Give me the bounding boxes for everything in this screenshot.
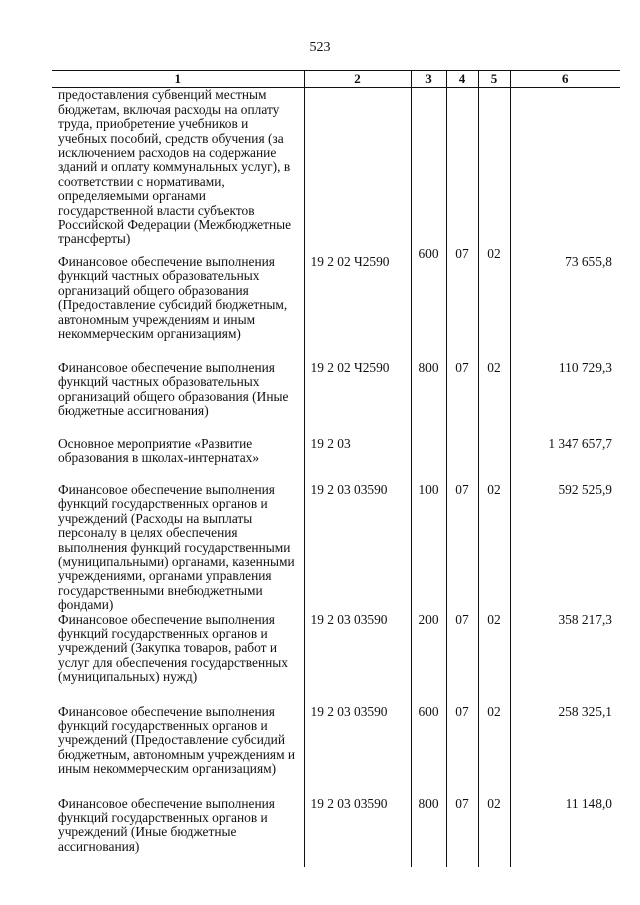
table-row [52, 483, 620, 613]
row-name: Основное мероприятие «Развитие образования в школах-интернатах» [58, 435, 260, 466]
row-col-4: 07 [446, 797, 478, 867]
row-col-3: 600 [411, 705, 446, 797]
row-col-3: 800 [411, 797, 446, 867]
table-row [52, 797, 620, 867]
row-amount: 110 729,3 [510, 361, 620, 437]
row-code: 19 2 03 03590 [304, 705, 411, 797]
budget-table [52, 70, 620, 867]
row-col-4: 07 [446, 361, 478, 437]
row-code: 19 2 03 03590 [304, 613, 411, 705]
row-col-5: 02 [478, 361, 510, 437]
table-row [52, 705, 620, 797]
row-name: Финансовое обеспечение выполнения функций государственных органов и учреждений (Иные бюджетные ассигнования) [58, 795, 275, 854]
row-code: 19 2 02 Ч2590 [304, 247, 411, 361]
table-row [52, 361, 620, 437]
header-col-1: 1 [52, 71, 304, 88]
row-code: 19 2 03 03590 [304, 797, 411, 867]
row-col-3: 600 [411, 247, 446, 361]
row-name: Финансовое обеспечение выполнения функций государственных органов и учреждений (Расходы на выплаты персоналу в целях обеспечения выполнения функций государственными (муниципальными) органами, казенными учреждениями, органами управления государственными внебюджетными фондами) [58, 481, 295, 613]
row-amount: 11 148,0 [510, 797, 620, 867]
row-col-5 [478, 437, 510, 483]
row-col-3 [411, 437, 446, 483]
row-name: Финансовое обеспечение выполнения функций государственных органов и учреждений (Предоставление субсидий бюджетным, автономным учреждениям и иным некоммерческим организациям) [58, 703, 296, 777]
row-col-5: 02 [478, 483, 510, 613]
row-col-3: 200 [411, 613, 446, 705]
row-amount [510, 88, 620, 247]
row-col-5: 02 [478, 613, 510, 705]
row-amount: 258 325,1 [510, 705, 620, 797]
row-code: 19 2 02 Ч2590 [304, 361, 411, 437]
table-row [52, 437, 620, 483]
row-name: Финансовое обеспечение выполнения функций государственных органов и учреждений (Закупка товаров, работ и услуг для обеспечения государственных (муниципальных) нужд) [58, 611, 288, 685]
row-col-4: 07 [446, 247, 478, 361]
table-row [52, 88, 620, 247]
header-col-5: 5 [478, 71, 510, 88]
row-code: 19 2 03 03590 [304, 483, 411, 613]
row-amount: 1 347 657,7 [510, 437, 620, 483]
header-col-3: 3 [411, 71, 446, 88]
header-col-2: 2 [304, 71, 411, 88]
header-col-4: 4 [446, 71, 478, 88]
row-col-5 [478, 88, 510, 247]
row-col-4: 07 [446, 483, 478, 613]
row-amount: 592 525,9 [510, 483, 620, 613]
table-header-row [52, 71, 620, 88]
row-col-5: 02 [478, 705, 510, 797]
row-col-5: 02 [478, 247, 510, 361]
row-name: предоставления субвенций местным бюджетам, включая расходы на оплату труда, приобретение учебников и учебных пособий, средств обучения (за исключением расходов на содержание зданий и оплату коммунальных услуг), в соответствии с нормативами, определяемыми органами государственной власти субъектов Российской Федерации (Межбюджетные трансферты) [58, 87, 292, 247]
table-row [52, 613, 620, 705]
row-amount: 358 217,3 [510, 613, 620, 705]
row-amount: 73 655,8 [510, 247, 620, 361]
row-col-5: 02 [478, 797, 510, 867]
row-code [304, 88, 411, 247]
row-col-4 [446, 88, 478, 247]
row-name: Финансовое обеспечение выполнения функций частных образовательных организаций общего образования (Иные бюджетные ассигнования) [58, 359, 289, 419]
row-col-4: 07 [446, 613, 478, 705]
row-col-3: 100 [411, 483, 446, 613]
row-col-4 [446, 437, 478, 483]
page-number: 523 [309, 40, 331, 55]
row-name: Финансовое обеспечение выполнения функций частных образовательных организаций общего образования (Предоставление субсидий бюджетным, автономным учреждениям и иным некоммерческим организациям) [58, 253, 288, 341]
table-row [52, 247, 620, 361]
row-col-4: 07 [446, 705, 478, 797]
header-col-6: 6 [510, 71, 620, 88]
row-col-3: 800 [411, 361, 446, 437]
row-code: 19 2 03 [304, 437, 411, 483]
row-col-3 [411, 88, 446, 247]
